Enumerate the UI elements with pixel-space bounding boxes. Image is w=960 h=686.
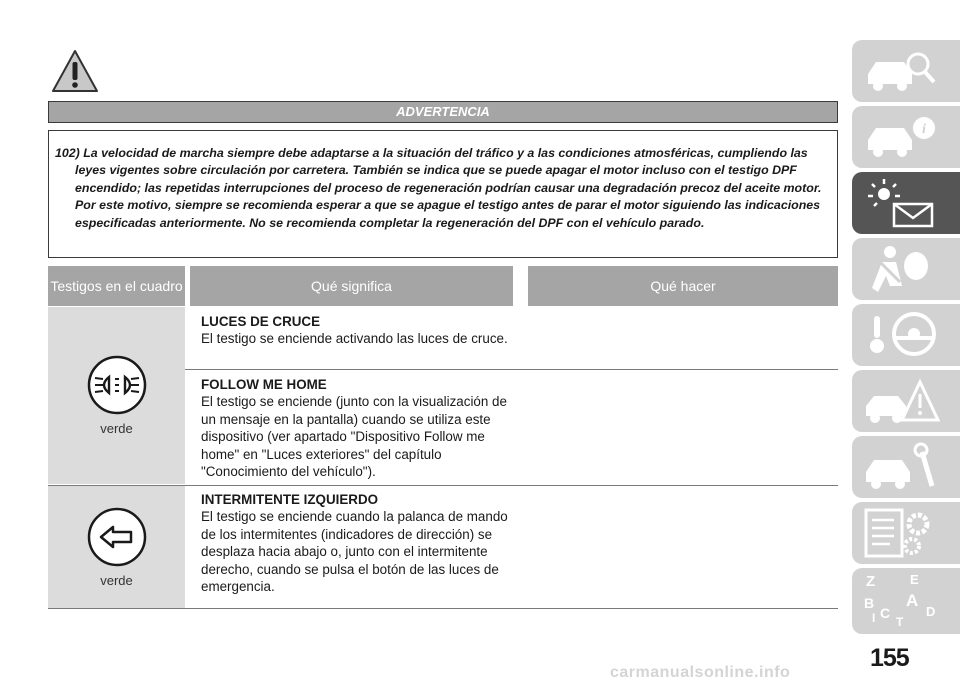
header-meaning: Qué significa: [190, 266, 513, 306]
warning-heading: ADVERTENCIA: [48, 101, 838, 123]
index-letter: A: [906, 591, 919, 610]
index-letter: T: [896, 615, 904, 626]
specs-gears-icon: [860, 506, 944, 560]
warning-light-message-icon: [860, 176, 944, 230]
steering-wheel-key-icon: [860, 308, 944, 362]
page-number: 155: [870, 644, 909, 672]
seatbelt-airbag-icon: [860, 242, 944, 296]
icon-cell-turn-signal: [48, 486, 185, 608]
index-letter: D: [926, 604, 936, 619]
car-info-icon: [860, 110, 944, 164]
tab-specifications[interactable]: [852, 502, 960, 564]
index-letter: Z: [866, 573, 876, 590]
left-turn-signal-icon: [87, 507, 147, 567]
entry-follow-me-home: [201, 376, 511, 480]
low-beam-icon: [87, 355, 147, 415]
entry-title: INTERMITENTE IZQUIERDO: [201, 492, 379, 507]
index-letter: E: [910, 572, 919, 587]
icon-color-label: verde: [100, 572, 133, 588]
table-bottom-divider: [48, 608, 838, 609]
tab-emergency[interactable]: [852, 370, 960, 432]
warning-box: [48, 130, 838, 258]
entry-title: FOLLOW ME HOME: [201, 377, 327, 392]
header-action: Qué hacer: [528, 266, 838, 306]
index-letter: I: [872, 611, 876, 625]
tab-safety[interactable]: [852, 238, 960, 300]
alphabet-index-icon: [860, 572, 944, 626]
icon-color-label: verde: [100, 421, 133, 436]
entry-text: El testigo se enciende cuando la palanca de mando de los intermitentes (indicadores de dirección) se desplaza hacia abajo o, junto con el intermitente derecho, cuando se pulsa el botón de las luces de emergencia.: [201, 509, 508, 595]
tab-starting-driving[interactable]: [852, 304, 960, 366]
icon-cell-low-beam: [48, 307, 185, 484]
row-divider: [185, 369, 838, 370]
index-letter: B: [864, 595, 875, 611]
index-letter: C: [880, 605, 891, 621]
svg-text:i: i: [922, 122, 926, 137]
car-wrench-icon: [860, 440, 944, 494]
tab-car-info[interactable]: [852, 106, 960, 168]
watermark: carmanualsonline.info: [610, 664, 791, 681]
tab-alphabetical-index[interactable]: [852, 568, 960, 634]
entry-text: El testigo se enciende activando las luces de cruce.: [201, 331, 508, 347]
entry-low-beam: [201, 313, 511, 348]
car-emergency-triangle-icon: [860, 374, 944, 428]
header-indicators: Testigos en el cuadro: [48, 266, 185, 306]
entry-left-turn: [201, 491, 511, 595]
car-search-icon: [860, 44, 944, 98]
entry-text: El testigo se enciende (junto con la visualización de un mensaje en la pantalla) cuando se utiliza este dispositivo (ver apartado "Dispositivo Follow me home" en "Luces exteriores" del capítulo "Conocimiento del vehículo").: [201, 394, 507, 480]
warning-triangle-icon: [50, 48, 100, 94]
warning-text: 102) La velocidad de marcha siempre debe adaptarse a la situación del tráfico y a las condiciones atmosféricas, cumpliendo las leyes vigentes sobre circulación por carretera. También se indica que se puede apagar el motor incluso con el testigo DPF encendido; las repetidas interrupciones del proceso de regeneración podrían causar una degradación precoz del aceite motor. Por este motivo, siempre se recomienda esperar a que se apague el testigo antes de parar el motor siguiendo las indicaciones especificadas anteriormente. No se recomienda completar la regeneración del DPF con el vehículo parado.: [55, 146, 822, 230]
tab-warning-lights[interactable]: [852, 172, 960, 234]
entry-title: LUCES DE CRUCE: [201, 314, 321, 329]
tab-maintenance[interactable]: [852, 436, 960, 498]
tab-car-search[interactable]: [852, 40, 960, 102]
